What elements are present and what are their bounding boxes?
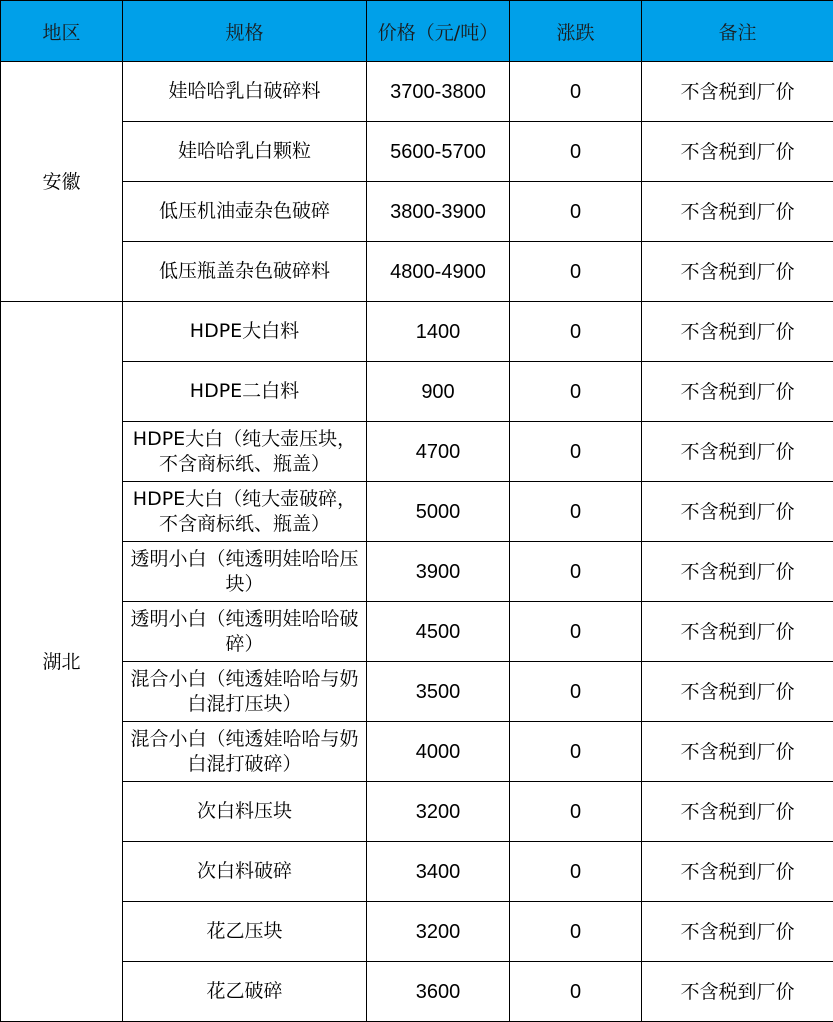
spec-cell: 低压瓶盖杂色破碎料 <box>123 242 367 302</box>
spec-cell: 低压机油壶杂色破碎 <box>123 182 367 242</box>
note-cell: 不含税到厂价 <box>642 362 833 422</box>
header-change: 涨跌 <box>510 1 642 62</box>
table-row <box>1 602 833 662</box>
header-row <box>1 1 833 62</box>
price-cell: 5000 <box>367 482 510 542</box>
table-row <box>1 662 833 722</box>
table-row <box>1 962 833 1022</box>
header-price: 价格（元/吨） <box>367 1 510 62</box>
change-cell: 0 <box>510 242 642 302</box>
spec-cell: 混合小白（纯透娃哈哈与奶白混打破碎） <box>123 722 367 782</box>
change-cell: 0 <box>510 362 642 422</box>
header-region: 地区 <box>1 1 123 62</box>
change-cell: 0 <box>510 602 642 662</box>
price-cell: 3600 <box>367 962 510 1022</box>
change-cell: 0 <box>510 182 642 242</box>
spec-cell: HDPE二白料 <box>123 362 367 422</box>
price-cell: 3700-3800 <box>367 62 510 122</box>
change-cell: 0 <box>510 662 642 722</box>
spec-cell: 花乙破碎 <box>123 962 367 1022</box>
change-cell: 0 <box>510 122 642 182</box>
spec-cell: 花乙压块 <box>123 902 367 962</box>
spec-cell: 次白料破碎 <box>123 842 367 902</box>
change-cell: 0 <box>510 782 642 842</box>
spec-cell: 娃哈哈乳白破碎料 <box>123 62 367 122</box>
note-cell: 不含税到厂价 <box>642 842 833 902</box>
table-body <box>1 62 833 1022</box>
note-cell: 不含税到厂价 <box>642 602 833 662</box>
spec-cell: HDPE大白（纯大壶破碎，不含商标纸、瓶盖） <box>123 482 367 542</box>
table-row <box>1 722 833 782</box>
table-row <box>1 482 833 542</box>
note-cell: 不含税到厂价 <box>642 722 833 782</box>
table-row <box>1 302 833 362</box>
spec-cell: 透明小白（纯透明娃哈哈压块） <box>123 542 367 602</box>
table-row <box>1 422 833 482</box>
change-cell: 0 <box>510 722 642 782</box>
spec-cell: 混合小白（纯透娃哈哈与奶白混打压块） <box>123 662 367 722</box>
table-row <box>1 782 833 842</box>
note-cell: 不含税到厂价 <box>642 902 833 962</box>
note-cell: 不含税到厂价 <box>642 782 833 842</box>
note-cell: 不含税到厂价 <box>642 62 833 122</box>
change-cell: 0 <box>510 62 642 122</box>
price-cell: 5600-5700 <box>367 122 510 182</box>
note-cell: 不含税到厂价 <box>642 962 833 1022</box>
price-cell: 4500 <box>367 602 510 662</box>
table-row <box>1 842 833 902</box>
table-row <box>1 62 833 122</box>
price-cell: 4700 <box>367 422 510 482</box>
spec-cell: HDPE大白料 <box>123 302 367 362</box>
header-spec: 规格 <box>123 1 367 62</box>
note-cell: 不含税到厂价 <box>642 122 833 182</box>
note-cell: 不含税到厂价 <box>642 182 833 242</box>
change-cell: 0 <box>510 422 642 482</box>
price-cell: 3500 <box>367 662 510 722</box>
region-cell: 湖北 <box>1 302 123 1022</box>
price-cell: 4000 <box>367 722 510 782</box>
note-cell: 不含税到厂价 <box>642 542 833 602</box>
change-cell: 0 <box>510 902 642 962</box>
table-row <box>1 362 833 422</box>
table-row <box>1 242 833 302</box>
spec-cell: 次白料压块 <box>123 782 367 842</box>
price-cell: 3200 <box>367 782 510 842</box>
table-row <box>1 542 833 602</box>
price-cell: 3800-3900 <box>367 182 510 242</box>
header-note: 备注 <box>642 1 833 62</box>
price-cell: 1400 <box>367 302 510 362</box>
table-row <box>1 182 833 242</box>
price-cell: 3900 <box>367 542 510 602</box>
note-cell: 不含税到厂价 <box>642 302 833 362</box>
spec-cell: 透明小白（纯透明娃哈哈破碎） <box>123 602 367 662</box>
change-cell: 0 <box>510 302 642 362</box>
price-cell: 4800-4900 <box>367 242 510 302</box>
spec-cell: 娃哈哈乳白颗粒 <box>123 122 367 182</box>
change-cell: 0 <box>510 842 642 902</box>
note-cell: 不含税到厂价 <box>642 662 833 722</box>
price-cell: 3200 <box>367 902 510 962</box>
change-cell: 0 <box>510 962 642 1022</box>
price-cell: 900 <box>367 362 510 422</box>
spec-cell: HDPE大白（纯大壶压块，不含商标纸、瓶盖） <box>123 422 367 482</box>
table-row <box>1 902 833 962</box>
note-cell: 不含税到厂价 <box>642 422 833 482</box>
price-cell: 3400 <box>367 842 510 902</box>
region-cell: 安徽 <box>1 62 123 302</box>
note-cell: 不含税到厂价 <box>642 242 833 302</box>
change-cell: 0 <box>510 482 642 542</box>
change-cell: 0 <box>510 542 642 602</box>
table-row <box>1 122 833 182</box>
note-cell: 不含税到厂价 <box>642 482 833 542</box>
